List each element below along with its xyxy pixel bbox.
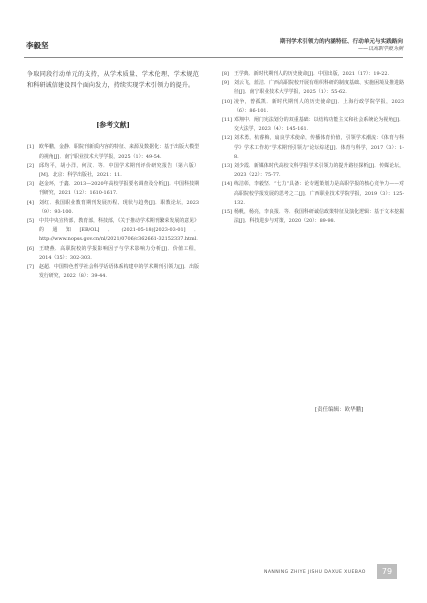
reference-text: 邓翔中．阐门宪法划分的双重基础：以结构功能主义和社会系统论为视角[J]．交大法学，2023（4）：145-161. <box>234 117 404 133</box>
reference-number: [14] <box>222 181 233 188</box>
reference-number: [9] <box>222 80 229 87</box>
reference-number: [10] <box>222 98 233 105</box>
reference-text: 欧华鹏，金静．职院刊新质内容的特征、来源及数据化：基于出版大模型的视角[J]．南宁职业技术大学学报，2025（1）：49-54. <box>39 144 199 160</box>
reference-text: 刘术勇，杭睿梅，扇良学术使命，传播体育价值，引领学术潮流：《体育与科学》学术工作坊“学术期刊引领力”论坛综述[J]．体育与科学，2017（3）：1-8. <box>234 135 404 160</box>
reference-text: 杨帆，杨亮，李良报．等．我国科研诚信政策特征及演化逻辑：基于文本挖掘法[J]．科技进步与对策，2020（20）：89-98. <box>234 209 404 225</box>
reference-number: [8] <box>222 71 229 77</box>
reference-item <box>27 217 199 245</box>
header-article-info <box>280 38 403 53</box>
reference-item <box>222 79 404 97</box>
reference-number: [15] <box>222 209 233 216</box>
reference-text: 王晓燕．高职院校的学报影响因子与学术影响力分析[J]．价值工程，2014（35）：302-303. <box>39 245 199 261</box>
header-divider <box>24 57 403 58</box>
reference-number: [4] <box>27 199 34 206</box>
reference-number: [6] <box>27 245 34 252</box>
reference-text: 练洁彰，李毅坚．“七力”具备：论专题策划力是高职学报的核心竞争力——对高职院校学报发展的思考之二[J]．广西职业技术学院学报，2019（3）：125-132. <box>234 181 404 206</box>
reference-text: 刘红．我国职业教育期刊发展历程、现状与趋势[J]．职教论坛，2023（9）：93-100. <box>39 199 199 215</box>
page-number: 79 <box>377 564 397 579</box>
reference-text: 邱均平，胡小洋，何汶．等．中国学术期刊评价研究报告（第六版）[M]．北京：科学出版社，2021：11. <box>39 162 199 179</box>
body-paragraph: 争取同段行动单元的支持，从学术质量、学术伦理、学术规范和科研诚信建设四个面向发力，持续实现学术引领力的提升。 <box>27 71 199 89</box>
reference-text: 刘少霞．新媒体时代高校文科学报学术引领力的提升路径探析[J]．传媒论坛，2023（22）：75-77. <box>234 163 404 179</box>
reference-item <box>27 180 199 198</box>
reference-item <box>222 116 404 134</box>
reference-text: 刘云飞，蓝洁．广西高职院校开展有组织科研的制度基础、实施困境及推进路径[J]．南宁职业技术大学学报，2025（1）：55-62. <box>234 80 404 96</box>
reference-number: [11] <box>222 117 233 124</box>
reference-number: [13] <box>222 163 233 170</box>
header-author: 李毅坚 <box>26 41 49 50</box>
reference-number: [3] <box>27 181 34 188</box>
reference-item <box>222 134 404 162</box>
reference-item <box>222 180 404 208</box>
reference-number: [5] <box>27 218 34 225</box>
reference-item <box>222 208 404 226</box>
reference-item <box>222 98 404 116</box>
reference-text: 凌争，曾孤凯．新时代期刊人的历史使命[J]．上海行政学院学报，2023（6）：86-101. <box>234 98 404 114</box>
reference-number: [2] <box>27 162 34 169</box>
reference-number: [12] <box>222 135 233 142</box>
editor-note: [责任编辑：欧华鹏] <box>315 407 364 413</box>
left-column <box>27 70 199 281</box>
reference-number: [7] <box>27 264 34 271</box>
footer-journal-name: NANNING ZHIYE JISHU DAXUE XUEBAO <box>264 570 366 575</box>
reference-text: 赵超．中国特色哲学社会科学话语体系构建中的学术期刊引领力[J]．出版发行研究，2022（8）：39-44. <box>39 264 199 280</box>
reference-item <box>27 199 199 217</box>
reference-item <box>27 245 199 263</box>
header-article-subtitle: ——以高职学报为例 <box>357 46 403 52</box>
reference-item <box>222 70 404 79</box>
reference-text: 王学典．新时代期刊人的历史使命[J]．中国出版，2021（17）：19-22. <box>234 71 390 77</box>
references-heading: [参考文献] <box>96 121 130 130</box>
reference-item <box>27 162 199 180</box>
reference-text: 赵金环，于鑫．2013—2020年高校学报要名调查及分析[J]．中国科技期刊研究，2021（12）：1610-1617. <box>39 181 199 197</box>
reference-number: [1] <box>27 144 34 151</box>
reference-item <box>27 263 199 281</box>
reference-text: 中共中央宣传部，教育部，科技部，《关于推动学术期刊繁荣发展的意见》的通知[EB/OL]．(2021-05-18)[2023-03-01]．http://www.nopss.gov.cn/nl/2021/0706/c362661-32152337.html. <box>39 218 199 243</box>
reference-item <box>27 143 199 161</box>
right-column <box>222 70 404 226</box>
reference-item <box>222 162 404 180</box>
header-article-title: 期刊学术引领力的内涵特征、行动单元与实践路向 <box>279 39 403 45</box>
